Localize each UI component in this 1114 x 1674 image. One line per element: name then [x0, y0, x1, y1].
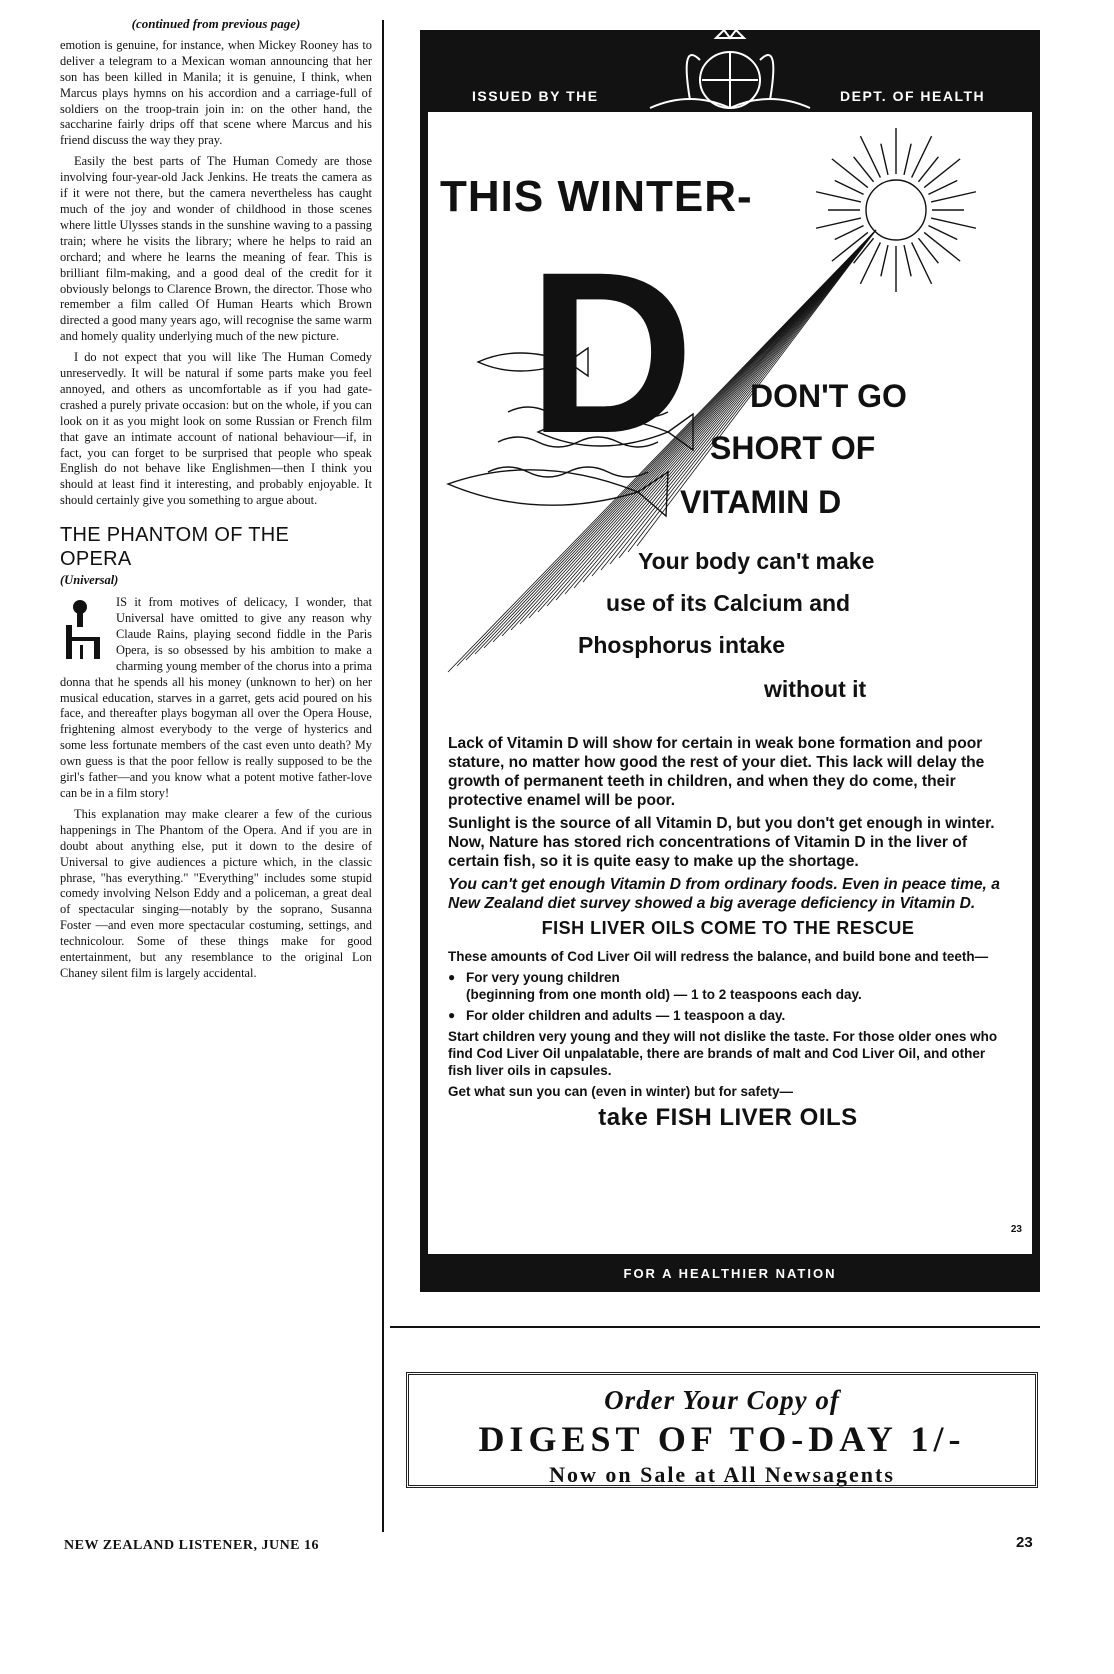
bullet-young-children-dose: (beginning from one month old) — 1 to 2 teaspoons each day. [466, 987, 862, 1002]
dont-go-text: DON'T GO [750, 378, 907, 414]
sun-ray [928, 180, 957, 194]
bullet-young-children: ● For very young children [448, 969, 1008, 986]
digest-line-1: Order Your Copy of [604, 1385, 840, 1415]
sun-ray [881, 245, 888, 276]
sun-ray [835, 180, 864, 194]
amounts-text: These amounts of Cod Liver Oil will redress the balance, and build bone and teeth— [448, 949, 989, 964]
start-text: Start children very young and they will not dislike the taste. For those older ones who find Cod Liver Oil unpalatable, there are brands of malt and Cod Liver Oil, and other fish liver oils in capsules. [448, 1029, 998, 1078]
publication-footer: NEW ZEALAND LISTENER, JUNE 16 [64, 1538, 320, 1553]
digest-line-2: DIGEST OF TO-DAY 1/- [478, 1419, 966, 1459]
article-paragraph: emotion is genuine, for instance, when Mickey Rooney has to deliver a telegram to a Mexican woman announcing that her son has been killed in Manila; it is genuine, I think, when Marcus plays hymns on his accordion and a carriage-full of soldiers on the troop-train join in: on the other hand, the saccharine fairly drips off that scene where Marcus and his friend discuss the way they pray. [60, 37, 372, 148]
healthier-nation-label: FOR A HEALTHIER NATION [623, 1266, 837, 1281]
sun-ray [931, 192, 976, 202]
column-divider [382, 20, 384, 1532]
article-column [60, 16, 372, 987]
sun-ray [816, 218, 861, 228]
sun-ray [860, 136, 880, 177]
sun-ray [881, 144, 888, 175]
body-line-3: Phosphorus intake [578, 632, 786, 658]
theatre-seat-icon [60, 597, 108, 663]
sun-ray [912, 136, 932, 177]
vitamin-d-text: VITAMIN D [680, 484, 842, 520]
sun-ray [904, 245, 911, 276]
continued-note: (continued from previous page) [131, 16, 301, 31]
short-of-text: SHORT OF [710, 430, 876, 466]
take-fish-liver-oils: take FISH LIVER OILS [598, 1104, 858, 1131]
article-paragraph: I do not expect that you will like The Human Comedy unreservedly. It will be natural if some parts make you feel annoyed, and others as uncomfortable as if you had gate-crashed a purely private occasion: but on the whole, if you can look on it as you might look on some Russian or French film that gave an intimate account of national behaviour—if, in fact, you can forget to be surprised that people who speak English do not behave like Englishmen—then I think you should at least find it interesting, and probably enjoyable. It should certainly give you something to argue about. [60, 350, 372, 508]
digest-line-3: Now on Sale at All Newsagents [549, 1462, 895, 1487]
sun-ray [912, 242, 932, 283]
vitamin-d-advertisement [420, 30, 1040, 1292]
bullet-older-children: ● For older children and adults — 1 teaspoon a day. [448, 1007, 1008, 1024]
digest-advertisement [406, 1372, 1038, 1488]
sun-ray [924, 159, 960, 188]
page-number: 23 [1016, 1534, 1033, 1551]
ad-paragraph: You can't get enough Vitamin D from ordinary foods. Even in peace time, a New Zealand diet survey showed a big average deficiency in Vitamin D. [448, 876, 1000, 912]
sun-ray [928, 226, 957, 240]
sun-ray [816, 192, 861, 202]
sun-ray [904, 144, 911, 175]
sun-ray [835, 226, 864, 240]
ad-paragraph: Sunlight is the source of all Vitamin D, but you don't get enough in winter. Now, Nature has stored rich concentrations of Vitamin D in the liver of certain fish, so it is quite easy to make up the shortage. [448, 815, 995, 870]
sun-ray [832, 159, 868, 188]
get-sun-text: Get what sun you can (even in winter) but for safety— [448, 1084, 794, 1099]
body-line-4: without it [764, 676, 867, 702]
horizontal-rule [390, 1326, 1040, 1328]
article-paragraph: This explanation may make clearer a few of the curious happenings in The Phantom of the Opera. And if you are in doubt about anything else, put it down to the desire of Universal to give audiences a picture which, in the classic phrase, "has everything." "Everything" includes some stupid comedy involving Nelson Eddy and a policeman, a great deal of spectacular singing—notably by the soprano, Susanna Foster —and even more spectacular costuming, settings, and technicolour. Some of these things make for good entertainment, but any resemblance to the original Lon Chaney silent film is largely accidental. [60, 806, 372, 980]
body-line-1: Your body can't make [638, 548, 875, 574]
ad-number: 23 [1010, 1224, 1022, 1235]
issued-by-label: ISSUED BY THE [472, 88, 599, 104]
article-paragraph: IS it from motives of delicacy, I wonder, that Universal have omitted to give any reason why Claude Rains, playing second fiddle in the Paris Opera, is so obsessed by his ambition to make a charming young member of the chorus into a prima donna that he spends all his money (unknown to her) on her musical education, starves in a garret, gets acid poured on his face, and thereafter plays bogyman all over the Opera House, frightening almost everybody to the verge of hysterics and some less fortunate members of the cast even unto death? My own guess is that the poor fellow is really supposed to be the girl's father—and you know what a potent motive father-love can be in a film story! [60, 595, 372, 800]
ad-headline: THIS WINTER- [440, 172, 753, 221]
dept-of-health-label: DEPT. OF HEALTH [840, 88, 986, 104]
article-paragraph: Easily the best parts of The Human Comedy are those involving four-year-old Jack Jenkins. He treats the camera as if it were not there, but the camera nevertheless has caught much of the joy and wonder of childhood in those scenes where little Ulysses stands in the sunshine waving to a passing train; where he visits the library; where he helps to raid an orchard; and where he learns the meaning of fear. This is brilliant film-making, and a good deal of the credit for it obviously belongs to Clarence Brown, the director. Those who remember a film called Of Human Hearts which Brown directed a good many years ago, will recognise the same warm and homely quality underlying much of the new picture. [60, 154, 372, 344]
ad-panel [428, 112, 1032, 1254]
body-line-2: use of its Calcium and [606, 590, 851, 616]
sun-ray [860, 242, 880, 283]
big-letter-d: D [528, 224, 695, 481]
sun-ray [931, 218, 976, 228]
rescue-heading: FISH LIVER OILS COME TO THE RESCUE [541, 918, 915, 938]
ad-body-copy [448, 734, 1008, 1131]
sun-ray [924, 232, 960, 261]
ad-paragraph: Lack of Vitamin D will show for certain in weak bone formation and poor stature, no matter how good the rest of your diet. This lack will delay the growth of permanent teeth in children, and when they do come, their protective enamel will be poor. [448, 735, 985, 809]
studio-label: (Universal) [60, 573, 119, 588]
review-heading: THE PHANTOM OF THE OPERA [60, 524, 290, 571]
